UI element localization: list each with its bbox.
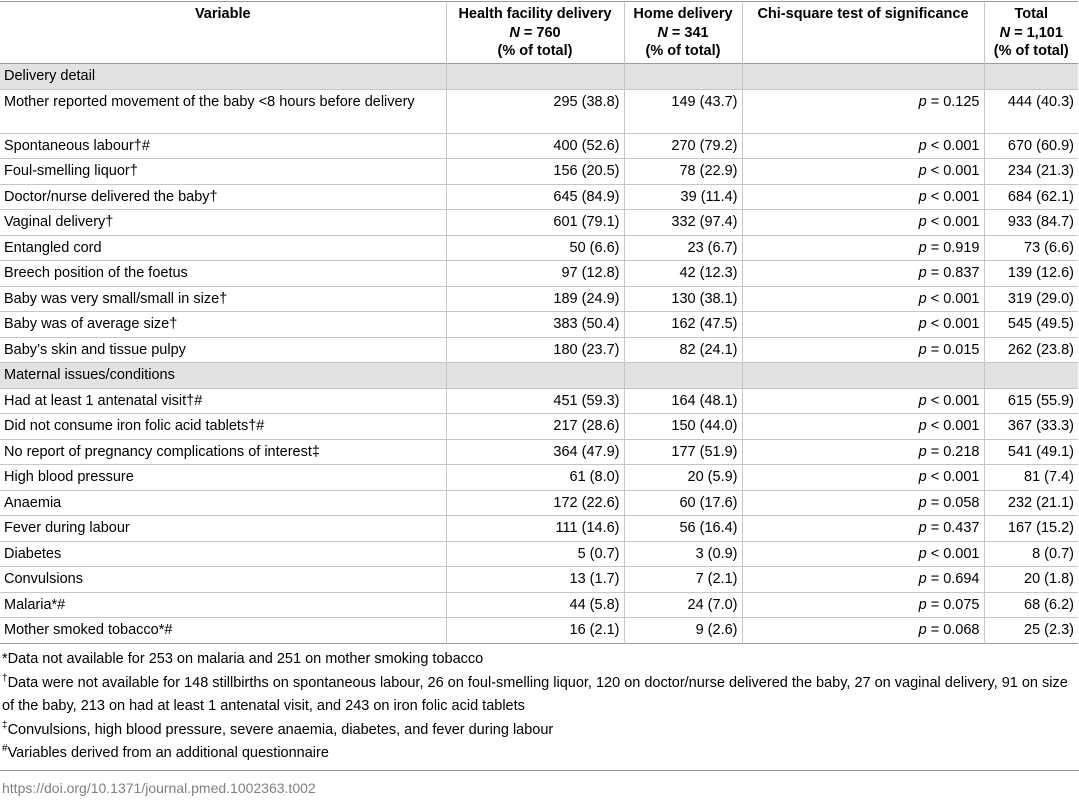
p-value: = 0.218 [930,443,980,460]
variable-cell: No report of pregnancy complications of interest‡ [4,443,320,460]
total-header-unit: (% of total) [993,43,1069,60]
home-cell: 130 (38.1) [624,286,742,312]
footnote-text: Variables derived from an additional questionnaire [7,745,329,762]
home-cell: 177 (51.9) [624,439,742,465]
total-cell: 319 (29.0) [984,286,1078,312]
home-cell: 60 (17.6) [624,490,742,516]
col-total-header [984,2,1078,64]
p-value: < 0.001 [930,418,980,435]
home-cell: 7 (2.1) [624,567,742,593]
total-cell: 615 (55.9) [984,388,1078,414]
health-facility-cell: 156 (20.5) [446,159,624,185]
p-symbol: p [918,469,927,486]
health-facility-cell: 189 (24.9) [446,286,624,312]
p-symbol: p [918,316,927,333]
health-facility-cell: 13 (1.7) [446,567,624,593]
home-header-title: Home delivery [633,6,733,22]
home-cell: 82 (24.1) [624,337,742,363]
variable-cell: Anaemia [4,494,62,511]
variable-cell: Had at least 1 antenatal visit†# [4,392,203,409]
p-symbol: p [918,265,927,282]
variable-cell: Baby was very small/small in size† [4,290,228,307]
home-header-unit: (% of total) [645,43,721,60]
health-facility-cell: 61 (8.0) [446,465,624,491]
p-value: = 0.437 [930,520,980,537]
p-symbol: p [918,341,927,358]
p-value: < 0.001 [930,545,980,562]
p-value: = 0.075 [930,596,980,613]
home-cell: 23 (6.7) [624,235,742,261]
p-symbol: p [918,290,927,307]
p-value-cell [742,210,984,236]
variable-cell: High blood pressure [4,469,134,486]
section-empty-cell [446,363,624,389]
total-cell: 25 (2.3) [984,618,1078,644]
table-row [0,133,1078,159]
p-symbol: p [918,392,927,409]
table-row [0,89,1078,133]
total-cell: 234 (21.3) [984,159,1078,185]
footnote-mark: ‡ [2,719,8,731]
table-row [0,286,1078,312]
p-symbol: p [918,571,927,588]
p-value: < 0.001 [930,392,980,409]
section-empty-cell [742,363,984,389]
section-empty-cell [984,363,1078,389]
section-row [0,363,1078,389]
section-empty-cell [624,363,742,389]
doi-link[interactable]: https://doi.org/10.1371/journal.pmed.1002363.t002 [2,780,316,796]
section-empty-cell [446,64,624,90]
p-value: < 0.001 [930,469,980,486]
footnote [2,672,1078,719]
p-value: = 0.919 [930,239,980,256]
footnote-text: Data were not available for 148 stillbirths on spontaneous labour, 26 on foul-smelling liquor, 120 on doctor/nurse delivered the baby, 27 on vaginal delivery, 91 on size of the baby, 213 on had at least 1 antenatal visit, and 243 on iron folic acid tablets [2,674,1068,715]
health-facility-cell: 364 (47.9) [446,439,624,465]
total-cell: 232 (21.1) [984,490,1078,516]
table-row [0,516,1078,542]
col-home-header [624,2,742,64]
p-value-cell [742,490,984,516]
table-row [0,184,1078,210]
p-value: = 0.125 [930,93,980,110]
p-value-cell [742,133,984,159]
p-value: < 0.001 [930,163,980,180]
p-value: < 0.001 [930,316,980,333]
table-row [0,465,1078,491]
table-row [0,337,1078,363]
total-cell: 444 (40.3) [984,89,1078,133]
table-row [0,567,1078,593]
table-row [0,159,1078,185]
variable-cell: Convulsions [4,571,83,588]
section-empty-cell [984,64,1078,90]
health-facility-cell: 97 (12.8) [446,261,624,287]
footer-divider [0,770,1079,771]
home-cell: 3 (0.9) [624,541,742,567]
footnote-text: Convulsions, high blood pressure, severe anaemia, diabetes, and fever during labour [7,721,554,738]
table-row [0,388,1078,414]
variable-cell: Mother smoked tobacco*# [4,622,173,639]
table-row [0,414,1078,440]
p-value: = 0.058 [930,494,980,511]
total-cell: 81 (7.4) [984,465,1078,491]
health-facility-cell: 111 (14.6) [446,516,624,542]
p-value: = 0.015 [930,341,980,358]
home-cell: 332 (97.4) [624,210,742,236]
p-value-cell [742,235,984,261]
total-cell: 545 (49.5) [984,312,1078,338]
home-cell: 39 (11.4) [624,184,742,210]
p-symbol: p [918,545,927,562]
home-cell: 270 (79.2) [624,133,742,159]
p-value-cell [742,337,984,363]
p-value: < 0.001 [930,137,980,154]
total-cell: 20 (1.8) [984,567,1078,593]
home-cell: 42 (12.3) [624,261,742,287]
home-n-label: N [657,24,668,41]
variable-cell: Fever during labour [4,520,130,537]
p-value-cell [742,286,984,312]
p-value-cell [742,89,984,133]
variable-cell: Baby was of average size† [4,316,178,333]
p-value-cell [742,618,984,644]
health-facility-cell: 5 (0.7) [446,541,624,567]
section-row [0,64,1078,90]
p-value-cell [742,261,984,287]
health-facility-cell: 217 (28.6) [446,414,624,440]
total-cell: 670 (60.9) [984,133,1078,159]
variable-cell: Vaginal delivery† [4,214,114,231]
total-header-title: Total [1014,6,1049,22]
section-label: Delivery detail [0,64,446,90]
p-symbol: p [918,93,927,110]
variable-cell: Mother reported movement of the baby <8 hours before delivery [4,93,415,110]
table-row [0,592,1078,618]
total-cell: 684 (62.1) [984,184,1078,210]
table-row [0,261,1078,287]
footnote [2,719,1078,743]
home-cell: 150 (44.0) [624,414,742,440]
p-symbol: p [918,596,927,613]
p-value: = 0.837 [930,265,980,282]
p-value-cell [742,184,984,210]
health-facility-cell: 44 (5.8) [446,592,624,618]
table-row [0,439,1078,465]
total-cell: 73 (6.6) [984,235,1078,261]
table-row [0,235,1078,261]
footnote [2,742,1078,766]
total-cell: 68 (6.2) [984,592,1078,618]
p-symbol: p [918,163,927,180]
p-symbol: p [918,137,927,154]
col-health-facility-header [446,2,624,64]
table-footnotes [2,648,1078,766]
p-value: < 0.001 [930,214,980,231]
header-row [0,2,1078,64]
results-table [0,1,1078,644]
total-cell: 8 (0.7) [984,541,1078,567]
home-cell: 24 (7.0) [624,592,742,618]
hf-header-title: Health facility delivery [458,6,612,22]
home-n-value: = 341 [671,24,709,41]
variable-cell: Baby’s skin and tissue pulpy [4,341,186,358]
variable-cell: Breech position of the foetus [4,265,188,282]
p-value: = 0.694 [930,571,980,588]
chi-header-title: Chi-square test of significance [757,6,969,22]
table-row [0,210,1078,236]
health-facility-cell: 16 (2.1) [446,618,624,644]
p-symbol: p [918,239,927,256]
p-value-cell [742,159,984,185]
p-symbol: p [918,418,927,435]
col-chi-header [742,2,984,64]
p-value-cell [742,592,984,618]
footnote-mark: # [2,743,8,755]
p-value-cell [742,388,984,414]
total-cell: 167 (15.2) [984,516,1078,542]
health-facility-cell: 601 (79.1) [446,210,624,236]
section-empty-cell [742,64,984,90]
total-cell: 367 (33.3) [984,414,1078,440]
variable-cell: Foul-smelling liquor† [4,163,138,180]
health-facility-cell: 172 (22.6) [446,490,624,516]
total-cell: 933 (84.7) [984,210,1078,236]
home-cell: 9 (2.6) [624,618,742,644]
table-body [0,64,1078,644]
total-cell: 262 (23.8) [984,337,1078,363]
hf-header-unit: (% of total) [497,43,573,60]
p-value-cell [742,465,984,491]
health-facility-cell: 645 (84.9) [446,184,624,210]
p-symbol: p [918,520,927,537]
p-value-cell [742,541,984,567]
p-symbol: p [918,443,927,460]
table-row [0,312,1078,338]
footnote [2,648,1078,672]
p-symbol: p [918,188,927,205]
p-value-cell [742,567,984,593]
total-cell: 139 (12.6) [984,261,1078,287]
home-cell: 78 (22.9) [624,159,742,185]
p-value: = 0.068 [930,622,980,639]
variable-cell: Spontaneous labour†# [4,137,150,154]
table-row [0,490,1078,516]
p-value-cell [742,414,984,440]
total-n-value: = 1,101 [1014,24,1063,41]
footnote-mark: † [2,672,8,684]
home-cell: 164 (48.1) [624,388,742,414]
total-cell: 541 (49.1) [984,439,1078,465]
col-variable-header [0,2,446,64]
p-value-cell [742,439,984,465]
variable-cell: Malaria*# [4,596,66,613]
variable-cell: Did not consume iron folic acid tablets†# [4,418,265,435]
home-cell: 162 (47.5) [624,312,742,338]
section-label: Maternal issues/conditions [0,363,446,389]
variable-cell: Doctor/nurse delivered the baby† [4,188,218,205]
variable-header-label: Variable [194,6,251,22]
health-facility-cell: 180 (23.7) [446,337,624,363]
p-value: < 0.001 [930,290,980,307]
p-value-cell [742,312,984,338]
home-cell: 56 (16.4) [624,516,742,542]
hf-n-value: = 760 [523,24,561,41]
variable-cell: Diabetes [4,545,62,562]
p-value-cell [742,516,984,542]
p-value: < 0.001 [930,188,980,205]
p-symbol: p [918,214,927,231]
section-empty-cell [624,64,742,90]
health-facility-cell: 383 (50.4) [446,312,624,338]
footnote-text: *Data not available for 253 on malaria and 251 on mother smoking tobacco [2,651,484,667]
hf-n-label: N [509,24,520,41]
p-symbol: p [918,494,927,511]
health-facility-cell: 400 (52.6) [446,133,624,159]
home-cell: 149 (43.7) [624,89,742,133]
variable-cell: Entangled cord [4,239,102,256]
total-n-label: N [999,24,1011,41]
health-facility-cell: 50 (6.6) [446,235,624,261]
p-symbol: p [918,622,927,639]
home-cell: 20 (5.9) [624,465,742,491]
table-row [0,618,1078,644]
table-row [0,541,1078,567]
health-facility-cell: 295 (38.8) [446,89,624,133]
health-facility-cell: 451 (59.3) [446,388,624,414]
